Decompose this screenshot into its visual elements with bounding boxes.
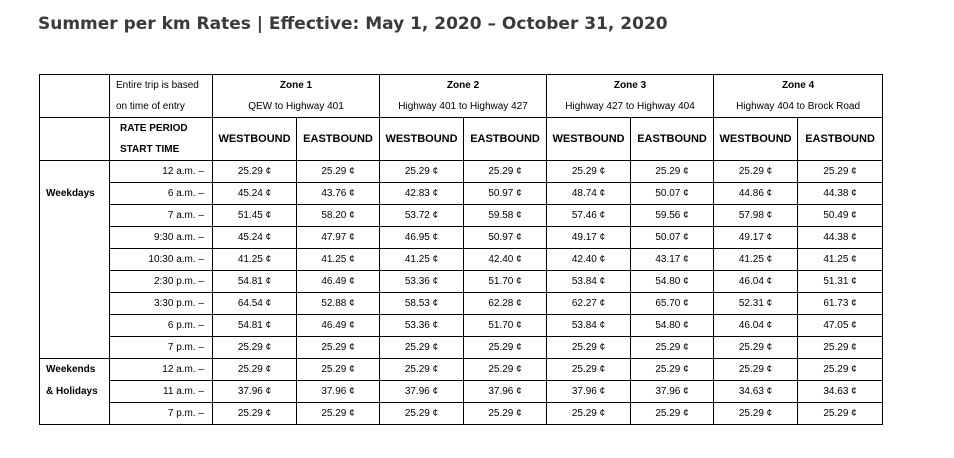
rate-cell: 52.31 ¢: [714, 293, 798, 315]
zone-1-route: QEW to Highway 401: [213, 96, 380, 118]
rate-cell: 25.29 ¢: [547, 161, 631, 183]
zone-route-row: [40, 96, 883, 118]
rate-cell: 42.40 ¢: [547, 249, 631, 271]
zone-2-route: Highway 401 to Highway 427: [380, 96, 547, 118]
rate-cell: 51.70 ¢: [464, 315, 547, 337]
rate-cell: 57.98 ¢: [714, 205, 798, 227]
rate-cell: 25.29 ¢: [464, 337, 547, 359]
rate-cell: 25.29 ¢: [213, 403, 297, 425]
rate-cell: 25.29 ¢: [380, 359, 464, 381]
rate-cell: 46.49 ¢: [297, 271, 380, 293]
rate-cell: 25.29 ¢: [380, 403, 464, 425]
rate-cell: 25.29 ¢: [297, 161, 380, 183]
rate-cell: 42.40 ¢: [464, 249, 547, 271]
holidays-label: & Holidays: [40, 381, 110, 403]
rate-cell: 25.29 ¢: [714, 161, 798, 183]
rate-cell: 25.29 ¢: [547, 359, 631, 381]
rate-cell: 59.56 ¢: [631, 205, 714, 227]
corner-cell: [40, 96, 110, 118]
rate-cell: 25.29 ¢: [714, 403, 798, 425]
rate-cell: 61.73 ¢: [798, 293, 883, 315]
rate-cell: 51.70 ¢: [464, 271, 547, 293]
rate-cell: 65.70 ¢: [631, 293, 714, 315]
zone-4-route: Highway 404 to Brock Road: [714, 96, 883, 118]
rate-cell: 51.45 ¢: [213, 205, 297, 227]
group-cell: [40, 403, 110, 425]
rate-cell: 25.29 ¢: [798, 337, 883, 359]
table-row: [40, 161, 883, 183]
rate-period-heading: [110, 118, 213, 161]
rate-cell: 25.29 ¢: [631, 403, 714, 425]
rate-cell: 25.29 ¢: [798, 403, 883, 425]
rate-period-start-time: 7 p.m. –: [110, 403, 213, 425]
table-row: [40, 403, 883, 425]
table-row: [40, 293, 883, 315]
rate-cell: 53.72 ¢: [380, 205, 464, 227]
rate-cell: 47.05 ¢: [798, 315, 883, 337]
rate-cell: 46.04 ¢: [714, 315, 798, 337]
rate-cell: 54.81 ¢: [213, 271, 297, 293]
rate-period-start-time: 6 p.m. –: [110, 315, 213, 337]
rate-cell: 25.29 ¢: [631, 337, 714, 359]
rate-period-start-time: 11 a.m. –: [110, 381, 213, 403]
rate-cell: 25.29 ¢: [380, 161, 464, 183]
rate-cell: 51.31 ¢: [798, 271, 883, 293]
group-cell: [40, 271, 110, 293]
rate-cell: 37.96 ¢: [213, 381, 297, 403]
rate-cell: 25.29 ¢: [547, 403, 631, 425]
rate-cell: 41.25 ¢: [380, 249, 464, 271]
group-cell: [40, 337, 110, 359]
rate-cell: 25.29 ¢: [798, 359, 883, 381]
rate-cell: 41.25 ¢: [714, 249, 798, 271]
table-row: [40, 249, 883, 271]
table-row: [40, 205, 883, 227]
rate-cell: 25.29 ¢: [714, 359, 798, 381]
zone-3-name: Zone 3: [547, 75, 714, 97]
rate-period-start-time: 7 p.m. –: [110, 337, 213, 359]
rate-cell: 41.25 ¢: [297, 249, 380, 271]
rate-cell: 25.29 ¢: [213, 359, 297, 381]
rate-cell: 37.96 ¢: [380, 381, 464, 403]
rate-cell: 25.29 ¢: [213, 161, 297, 183]
zone-3-route: Highway 427 to Highway 404: [547, 96, 714, 118]
rate-cell: 50.07 ¢: [631, 227, 714, 249]
zone-1-westbound-heading: WESTBOUND: [213, 118, 297, 161]
rate-period-start-time: 9:30 a.m. –: [110, 227, 213, 249]
rate-cell: 34.63 ¢: [798, 381, 883, 403]
rate-period-start-time: 2:30 p.m. –: [110, 271, 213, 293]
table-row: [40, 337, 883, 359]
rate-period-start-time: 12 a.m. –: [110, 161, 213, 183]
table-row: [40, 271, 883, 293]
rate-cell: 37.96 ¢: [631, 381, 714, 403]
rate-period-line1: RATE PERIOD: [120, 123, 188, 134]
rate-cell: 45.24 ¢: [213, 183, 297, 205]
rate-rows: [40, 161, 883, 425]
rate-cell: 25.29 ¢: [297, 337, 380, 359]
rate-cell: 46.04 ¢: [714, 271, 798, 293]
rate-cell: 45.24 ¢: [213, 227, 297, 249]
group-cell: [40, 227, 110, 249]
zone-1-name: Zone 1: [213, 75, 380, 97]
rate-cell: 49.17 ¢: [714, 227, 798, 249]
entry-note-line1: Entire trip is based: [110, 75, 213, 97]
rate-cell: 25.29 ¢: [631, 161, 714, 183]
zone-header-row: [40, 75, 883, 97]
rate-cell: 48.74 ¢: [547, 183, 631, 205]
rate-cell: 37.96 ¢: [464, 381, 547, 403]
rate-period-start-time: 6 a.m. –: [110, 183, 213, 205]
rate-cell: 25.29 ¢: [464, 403, 547, 425]
rate-cell: 25.29 ¢: [464, 359, 547, 381]
rate-cell: 64.54 ¢: [213, 293, 297, 315]
entry-note-line2: on time of entry: [110, 96, 213, 118]
rate-cell: 52.88 ¢: [297, 293, 380, 315]
rate-cell: 50.97 ¢: [464, 227, 547, 249]
group-cell: [40, 161, 110, 183]
zone-2-eastbound-heading: EASTBOUND: [464, 118, 547, 161]
zone-2-name: Zone 2: [380, 75, 547, 97]
rate-cell: 25.29 ¢: [798, 161, 883, 183]
rates-table: [39, 74, 883, 425]
rate-cell: 25.29 ¢: [547, 337, 631, 359]
rate-cell: 47.97 ¢: [297, 227, 380, 249]
rate-cell: 50.49 ¢: [798, 205, 883, 227]
rate-period-start-time: 10:30 a.m. –: [110, 249, 213, 271]
rate-cell: 42.83 ¢: [380, 183, 464, 205]
rate-cell: 25.29 ¢: [297, 403, 380, 425]
group-cell: [40, 293, 110, 315]
rate-cell: 25.29 ¢: [380, 337, 464, 359]
table-row: [40, 315, 883, 337]
table-row: [40, 381, 883, 403]
rate-cell: 54.80 ¢: [631, 315, 714, 337]
rate-cell: 46.49 ¢: [297, 315, 380, 337]
rate-cell: 54.80 ¢: [631, 271, 714, 293]
zone-2-westbound-heading: WESTBOUND: [380, 118, 464, 161]
table-row: [40, 227, 883, 249]
rate-cell: 54.81 ¢: [213, 315, 297, 337]
rate-cell: 34.63 ¢: [714, 381, 798, 403]
rate-cell: 59.58 ¢: [464, 205, 547, 227]
rate-cell: 41.25 ¢: [213, 249, 297, 271]
rate-cell: 25.29 ¢: [213, 337, 297, 359]
table-row: [40, 183, 883, 205]
rate-cell: 50.97 ¢: [464, 183, 547, 205]
rate-cell: 43.17 ¢: [631, 249, 714, 271]
rate-cell: 37.96 ¢: [297, 381, 380, 403]
rate-cell: 62.28 ¢: [464, 293, 547, 315]
rate-cell: 44.86 ¢: [714, 183, 798, 205]
rate-cell: 53.84 ¢: [547, 315, 631, 337]
rate-cell: 43.76 ¢: [297, 183, 380, 205]
rate-cell: 44.38 ¢: [798, 227, 883, 249]
corner-cell: [40, 75, 110, 97]
rate-cell: 25.29 ¢: [631, 359, 714, 381]
weekends-label: Weekends: [40, 359, 110, 381]
rate-cell: 58.53 ¢: [380, 293, 464, 315]
zone-4-name: Zone 4: [714, 75, 883, 97]
group-cell: [40, 315, 110, 337]
rate-cell: 53.84 ¢: [547, 271, 631, 293]
table-row: [40, 359, 883, 381]
rate-cell: 57.46 ¢: [547, 205, 631, 227]
rate-cell: 25.29 ¢: [464, 161, 547, 183]
rate-period-start-time: 12 a.m. –: [110, 359, 213, 381]
rate-cell: 25.29 ¢: [297, 359, 380, 381]
rate-period-start-time: 3:30 p.m. –: [110, 293, 213, 315]
zone-4-westbound-heading: WESTBOUND: [714, 118, 798, 161]
rate-cell: 53.36 ¢: [380, 315, 464, 337]
page-title: Summer per km Rates | Effective: May 1, 2020 – October 31, 2020: [38, 14, 668, 34]
rate-cell: 53.36 ¢: [380, 271, 464, 293]
group-cell: [40, 205, 110, 227]
rate-cell: 25.29 ¢: [714, 337, 798, 359]
rate-cell: 58.20 ¢: [297, 205, 380, 227]
weekdays-label: Weekdays: [40, 183, 110, 205]
rate-cell: 49.17 ¢: [547, 227, 631, 249]
rate-period-start-time: 7 a.m. –: [110, 205, 213, 227]
rate-cell: 46.95 ¢: [380, 227, 464, 249]
group-cell: [40, 249, 110, 271]
rate-cell: 50.07 ¢: [631, 183, 714, 205]
direction-header-row: [40, 118, 883, 161]
rate-cell: 44.38 ¢: [798, 183, 883, 205]
corner-cell: [40, 118, 110, 161]
zone-4-eastbound-heading: EASTBOUND: [798, 118, 883, 161]
zone-1-eastbound-heading: EASTBOUND: [297, 118, 380, 161]
zone-3-eastbound-heading: EASTBOUND: [631, 118, 714, 161]
rate-cell: 41.25 ¢: [798, 249, 883, 271]
rate-cell: 37.96 ¢: [547, 381, 631, 403]
rate-cell: 62.27 ¢: [547, 293, 631, 315]
rate-period-line2: START TIME: [120, 144, 180, 155]
zone-3-westbound-heading: WESTBOUND: [547, 118, 631, 161]
